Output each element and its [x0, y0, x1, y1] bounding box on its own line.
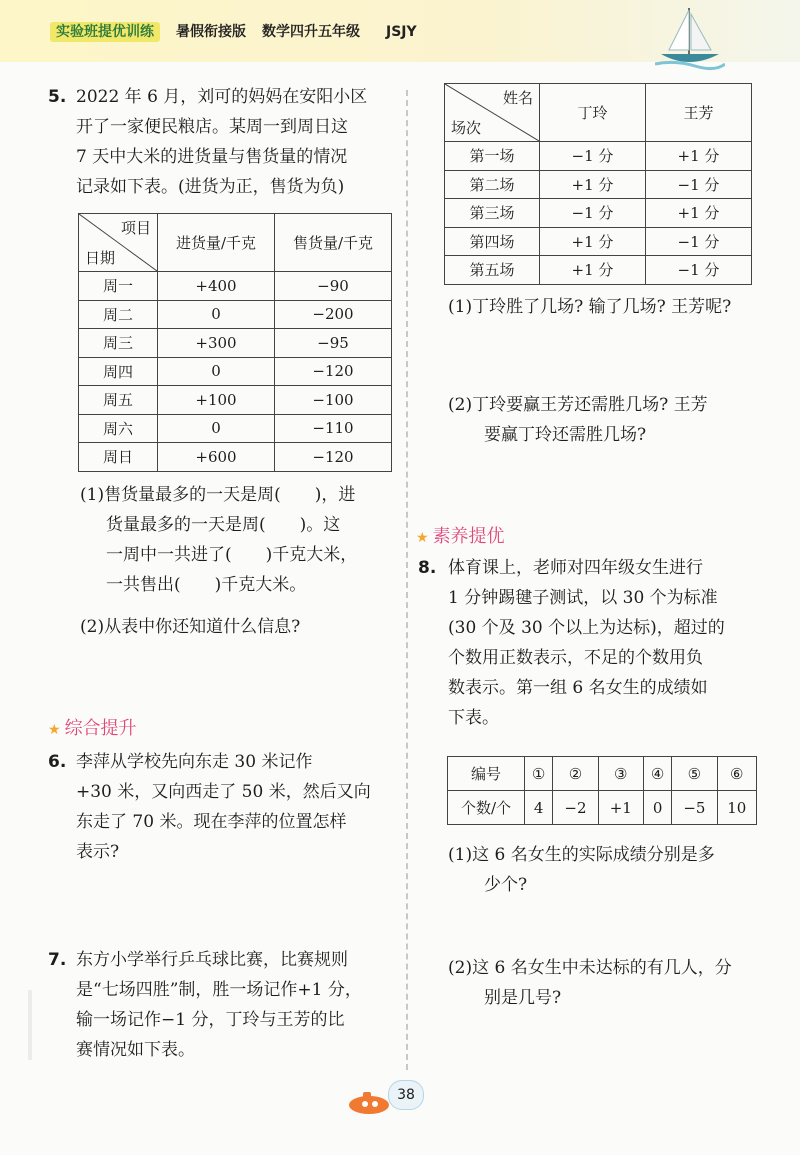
- q6-line: 李萍从学校先向东走 30 米记作: [76, 752, 313, 772]
- q7-sub2-line: (2)丁玲要赢王芳还需胜几场? 王芳: [448, 395, 708, 415]
- star-icon: ★: [416, 530, 429, 546]
- table-cell: −200: [275, 300, 392, 329]
- q8-sub2-line: (2)这 6 名女生中未达标的有几人，分: [448, 958, 732, 978]
- table-cell: +100: [158, 386, 275, 415]
- q8-line: 下表。: [448, 708, 499, 728]
- table-cell: −1 分: [540, 142, 646, 171]
- table-cell: 第一场: [445, 142, 540, 171]
- q8-sub1-line: 少个?: [484, 875, 528, 895]
- q5-sub1: [80, 480, 400, 600]
- q7-header-cell: 丁玲: [540, 84, 646, 142]
- q7-stem: [48, 945, 398, 1065]
- q8-line: 个数用正数表示，不足的个数用负: [448, 648, 703, 668]
- q6-line: +30 米，又向西走了 50 米，然后又向: [76, 782, 371, 802]
- section-heading-left: [48, 714, 137, 740]
- table-row: [79, 300, 392, 329]
- table-cell: 编号: [448, 757, 525, 791]
- table-row: [445, 256, 752, 285]
- q5-line: 开了一家便民粮店。某周一到周日这: [76, 117, 348, 137]
- q8-number: 8.: [418, 558, 437, 578]
- table-row: [79, 272, 392, 301]
- table-cell: 周一: [79, 272, 158, 301]
- table-cell: +600: [158, 443, 275, 472]
- edition-label: 暑假衔接版: [176, 24, 246, 40]
- sailboat-icon: [655, 4, 725, 72]
- q7-corner-bottom: 场次: [451, 119, 482, 137]
- q5-line: 7 天中大米的进货量与售货量的情况: [76, 147, 348, 167]
- table-row: [445, 199, 752, 228]
- table-row: [79, 414, 392, 443]
- q7-header-cell: 王芳: [646, 84, 752, 142]
- table-cell: 0: [643, 791, 671, 825]
- table-cell: +1 分: [540, 170, 646, 199]
- table-row: [445, 142, 752, 171]
- q8-stem: [418, 553, 778, 733]
- table-cell: ⑥: [717, 757, 756, 791]
- table-cell: ②: [553, 757, 598, 791]
- q8-line: (30 个及 30 个以上为达标)，超过的: [448, 618, 725, 638]
- table-cell: 周五: [79, 386, 158, 415]
- q5-header-cell: 进货量/千克: [158, 214, 275, 272]
- table-cell: −95: [275, 329, 392, 358]
- table-row: [79, 386, 392, 415]
- table-cell: −1 分: [540, 199, 646, 228]
- table-cell: −120: [275, 443, 392, 472]
- table-row: [79, 329, 392, 358]
- table-cell: −5: [672, 791, 717, 825]
- q8-line: 1 分钟踢毽子测试，以 30 个为标准: [448, 588, 718, 608]
- table-cell: 第五场: [445, 256, 540, 285]
- table-cell: ⑤: [672, 757, 717, 791]
- q7-line: 东方小学举行乒乓球比赛，比赛规则: [76, 950, 348, 970]
- q7-table: [444, 83, 752, 285]
- table-cell: 第四场: [445, 227, 540, 256]
- table-cell: −120: [275, 357, 392, 386]
- table-cell: +1: [598, 791, 643, 825]
- q7-sub1: (1)丁玲胜了几场? 输了几场? 王芳呢?: [448, 297, 732, 317]
- subject-label: 数学四升五年级: [262, 24, 360, 40]
- q8-sub2: [448, 953, 778, 1013]
- table-cell: 第三场: [445, 199, 540, 228]
- q5-corner-bottom: 日期: [85, 249, 116, 267]
- q7-sub2: [448, 390, 778, 450]
- table-row: [445, 227, 752, 256]
- section-title: 综合提升: [64, 718, 137, 739]
- table-row: [79, 357, 392, 386]
- q5-sub2: (2)从表中你还知道什么信息?: [80, 617, 301, 637]
- q5-line: 记录如下表。(进货为正，售货为负): [76, 177, 345, 197]
- margin-mark: [28, 990, 32, 1060]
- table-cell: 周四: [79, 357, 158, 386]
- q5-number: 5.: [48, 87, 67, 107]
- q5-sub1-line: (1)售货量最多的一天是周( )，进: [80, 485, 356, 505]
- table-cell: −1 分: [646, 170, 752, 199]
- table-cell: 第二场: [445, 170, 540, 199]
- star-icon: ★: [48, 722, 61, 738]
- table-cell: −1 分: [646, 256, 752, 285]
- table-cell: 0: [158, 357, 275, 386]
- table-cell: +400: [158, 272, 275, 301]
- q6-stem: [48, 747, 398, 867]
- q5-corner-top: 项目: [120, 219, 151, 237]
- q7-corner-top: 姓名: [502, 89, 533, 107]
- table-cell: +1 分: [646, 142, 752, 171]
- table-cell: ④: [643, 757, 671, 791]
- table-cell: 0: [158, 300, 275, 329]
- q7-line: 赛情况如下表。: [76, 1040, 195, 1060]
- q8-sub2-line: 别是几号?: [484, 988, 562, 1008]
- q5-stem: [48, 82, 398, 202]
- page-number: 38: [388, 1080, 424, 1110]
- q7-line: 是“七场四胜”制，胜一场记作+1 分，: [76, 980, 362, 1000]
- q6-line: 东走了 70 米。现在李萍的位置怎样: [76, 812, 347, 832]
- table-row: [445, 170, 752, 199]
- code-label: JSJY: [386, 24, 417, 40]
- table-cell: −100: [275, 386, 392, 415]
- q8-sub1-line: (1)这 6 名女生的实际成绩分别是多: [448, 845, 715, 865]
- table-row: [448, 791, 757, 825]
- table-cell: −110: [275, 414, 392, 443]
- q5-sub1-line: 货量最多的一天是周( )。这: [106, 515, 341, 535]
- section-heading-right: [416, 522, 505, 548]
- table-cell: ③: [598, 757, 643, 791]
- table-cell: 0: [158, 414, 275, 443]
- q6-number: 6.: [48, 752, 67, 772]
- q8-line: 体育课上，老师对四年级女生进行: [448, 558, 703, 578]
- table-cell: +1 分: [540, 227, 646, 256]
- table-cell: 4: [525, 791, 553, 825]
- table-row: [79, 443, 392, 472]
- table-cell: −1 分: [646, 227, 752, 256]
- q8-table: [447, 756, 757, 825]
- table-cell: +1 分: [540, 256, 646, 285]
- submarine-icon: [345, 1090, 391, 1116]
- q6-line: 表示?: [76, 842, 120, 862]
- table-cell: +1 分: [646, 199, 752, 228]
- table-cell: 个数/个: [448, 791, 525, 825]
- table-cell: 10: [717, 791, 756, 825]
- table-cell: +300: [158, 329, 275, 358]
- table-row: [448, 757, 757, 791]
- q8-sub1: [448, 840, 778, 900]
- column-divider: [406, 90, 408, 1070]
- q5-sub1-line: 一周中一共进了( )千克大米，: [106, 545, 358, 565]
- table-cell: 周三: [79, 329, 158, 358]
- q5-table-corner: [79, 214, 158, 272]
- table-cell: ①: [525, 757, 553, 791]
- q5-table: [78, 213, 392, 472]
- table-cell: 周日: [79, 443, 158, 472]
- table-cell: 周二: [79, 300, 158, 329]
- series-badge: 实验班提优训练: [50, 22, 160, 42]
- table-cell: −2: [553, 791, 598, 825]
- q5-sub1-line: 一共售出( )千克大米。: [106, 575, 307, 595]
- q8-line: 数表示。第一组 6 名女生的成绩如: [448, 678, 708, 698]
- section-title: 素养提优: [432, 526, 505, 547]
- table-cell: −90: [275, 272, 392, 301]
- q7-sub2-line: 要赢丁玲还需胜几场?: [484, 425, 647, 445]
- q5-line: 2022 年 6 月，刘可的妈妈在安阳小区: [76, 87, 368, 107]
- q7-line: 输一场记作−1 分，丁玲与王芳的比: [76, 1010, 345, 1030]
- table-cell: 周六: [79, 414, 158, 443]
- q5-header-cell: 售货量/千克: [275, 214, 392, 272]
- q7-table-corner: [445, 84, 540, 142]
- q7-number: 7.: [48, 950, 67, 970]
- header-bar: [0, 0, 800, 62]
